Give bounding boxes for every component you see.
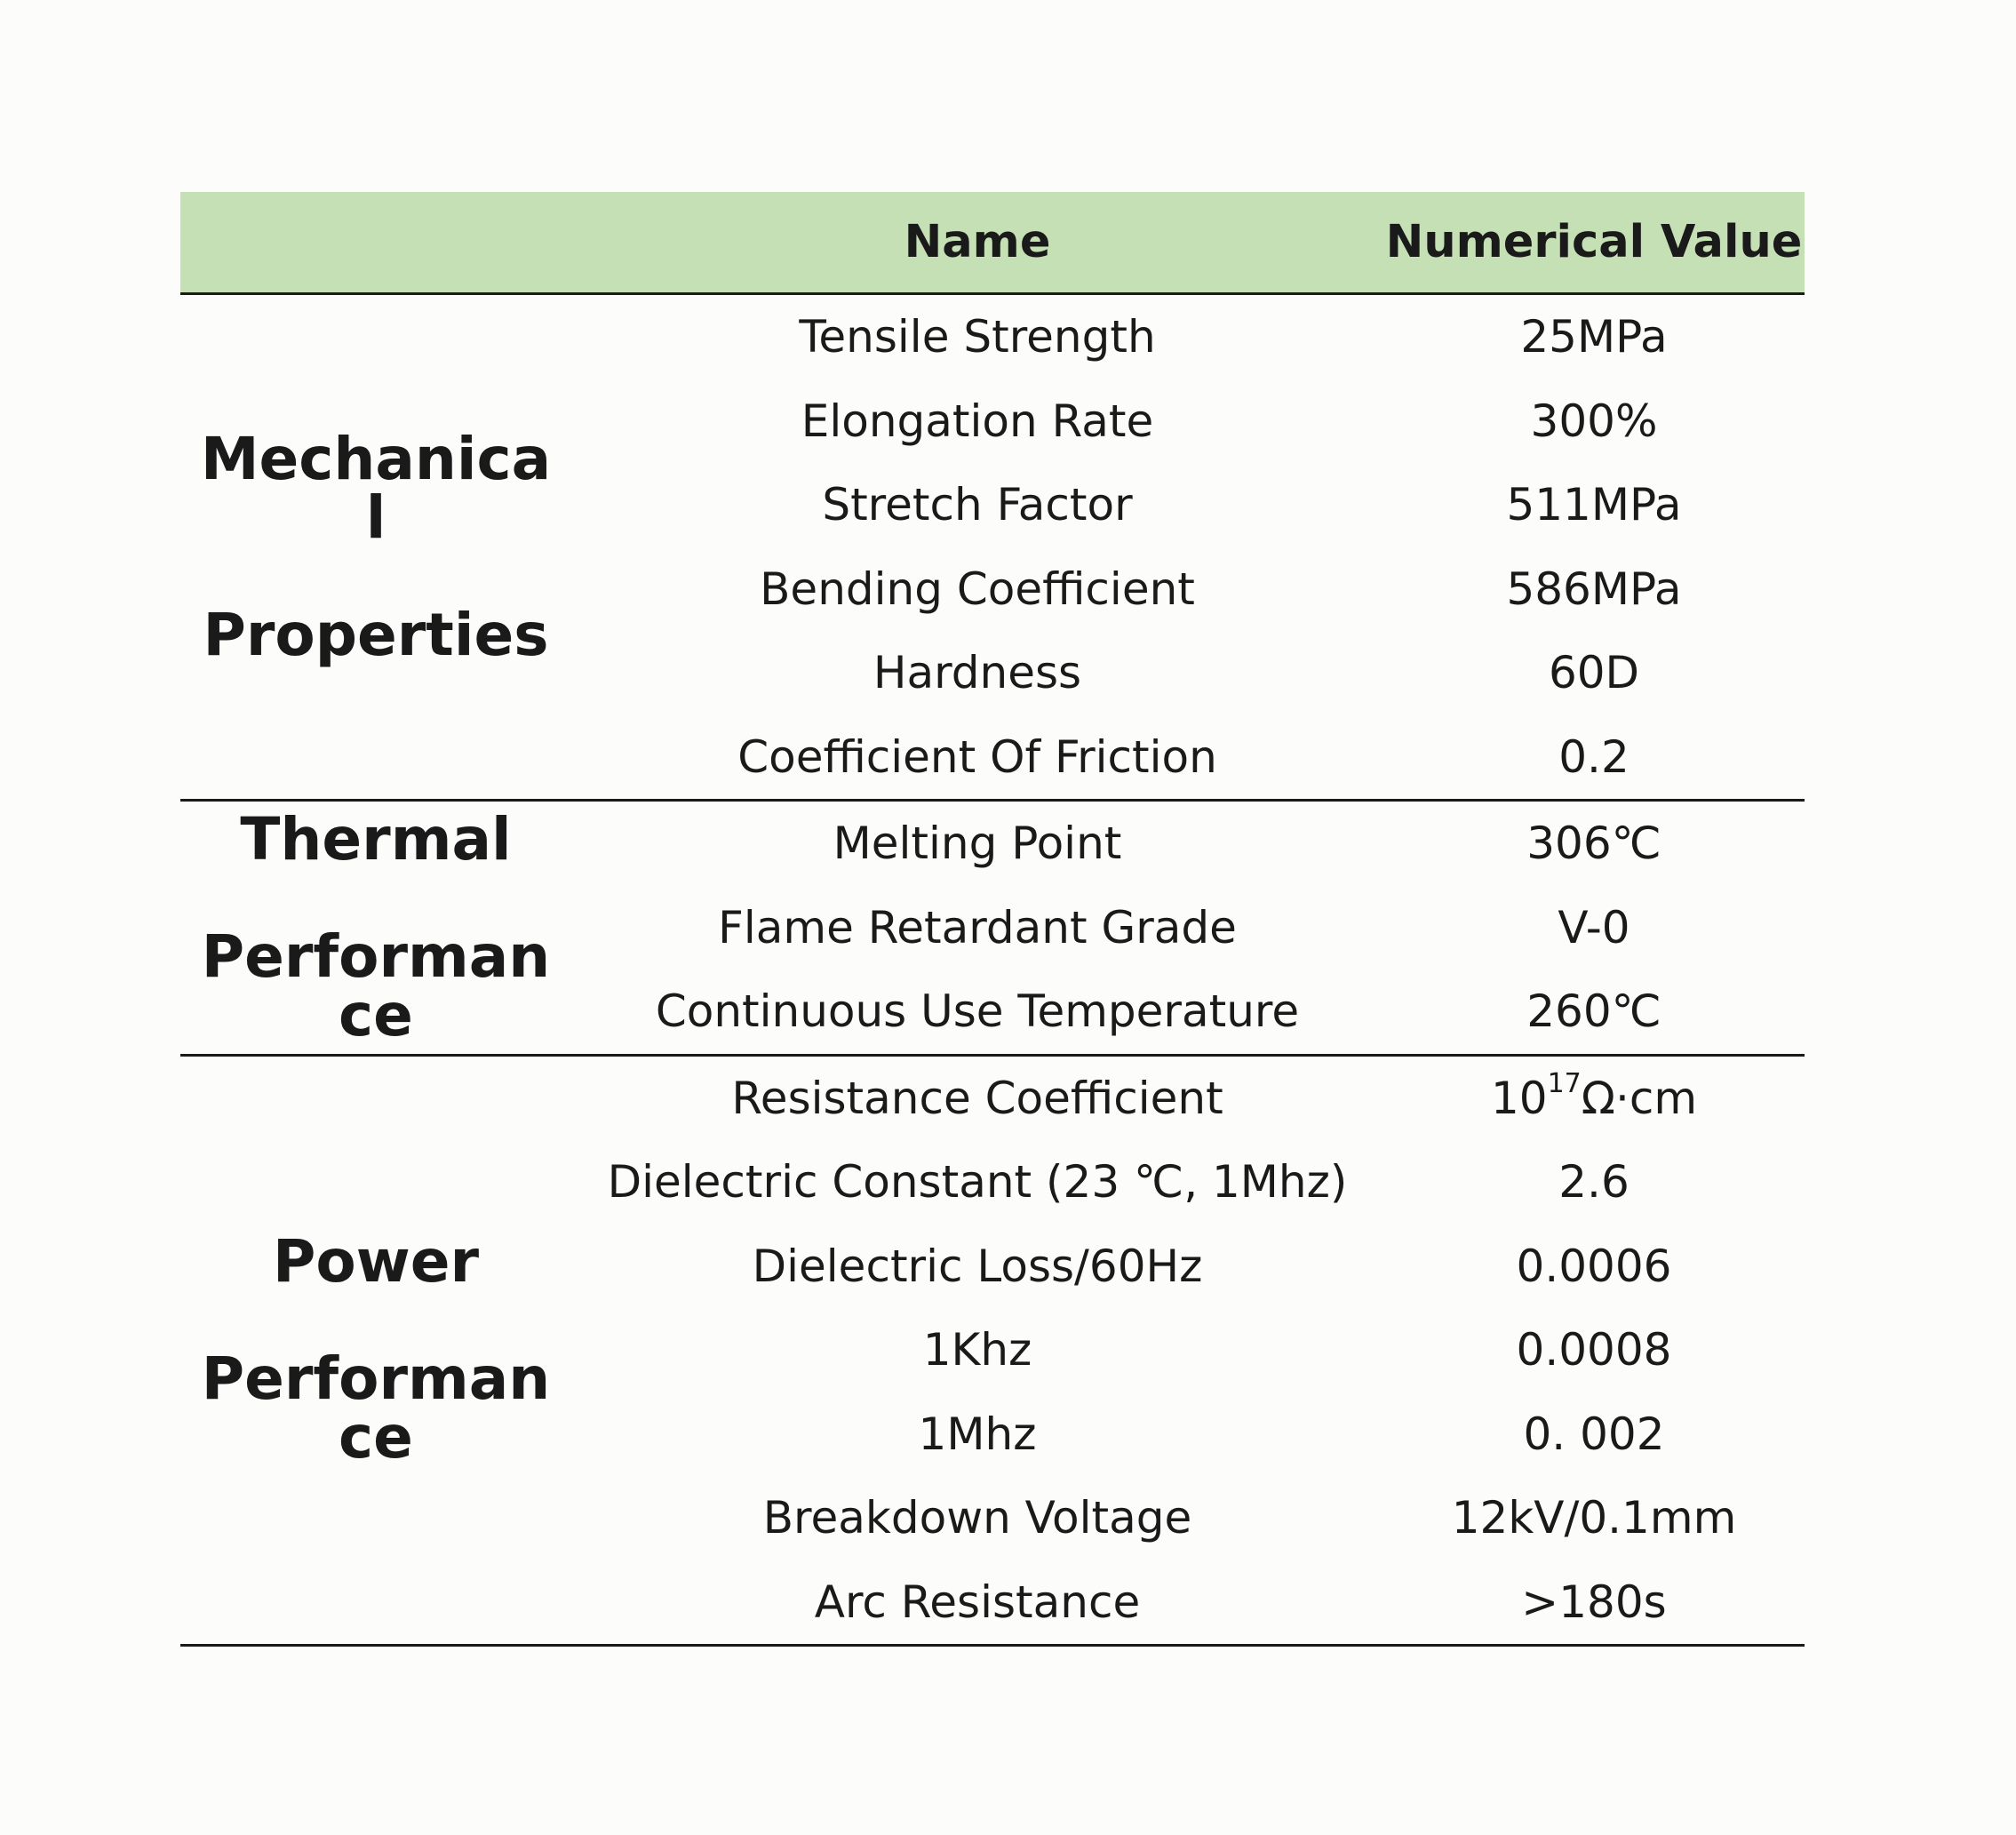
table-row <box>571 802 1805 886</box>
section-thermal-performance <box>180 802 1805 1057</box>
property-name: Dielectric Constant (23 ℃, 1Mhz) <box>607 1156 1348 1208</box>
table-row <box>571 1057 1805 1141</box>
property-value: 306℃ <box>1526 818 1661 869</box>
group-label-mechanical <box>180 295 571 799</box>
property-value: 0. 002 <box>1523 1408 1665 1460</box>
property-value <box>1383 1057 1805 1141</box>
property-value: 0.0006 <box>1516 1240 1672 1292</box>
property-name: Dielectric Loss/60Hz <box>752 1240 1203 1292</box>
table-row <box>571 886 1805 970</box>
table-row <box>571 379 1805 464</box>
section-mechanical-properties <box>180 295 1805 802</box>
header-name: Name <box>904 216 1051 268</box>
table-header <box>180 192 1805 295</box>
group-title-line2: Properties <box>203 600 549 669</box>
property-value: 0.0008 <box>1516 1324 1672 1376</box>
property-value: 60D <box>1548 647 1640 698</box>
table-row <box>571 463 1805 547</box>
property-name: Arc Resistance <box>814 1576 1141 1628</box>
value-exponent: 17 <box>1547 1067 1582 1099</box>
property-name: 1Mhz <box>918 1408 1037 1460</box>
table-row <box>571 1308 1805 1392</box>
table-row <box>571 1476 1805 1560</box>
property-value: 511MPa <box>1506 479 1682 531</box>
property-name: 1Khz <box>922 1324 1032 1376</box>
property-name: Continuous Use Temperature <box>655 985 1300 1037</box>
property-value: 586MPa <box>1506 562 1682 615</box>
property-name: Coefficient Of Friction <box>737 730 1217 783</box>
table-row <box>571 1225 1805 1309</box>
table-row <box>571 1140 1805 1225</box>
group-title-line1: Mechanical <box>200 424 552 552</box>
property-value: 260℃ <box>1526 985 1661 1037</box>
property-name: Resistance Coefficient <box>731 1072 1223 1124</box>
group-label-power <box>180 1057 571 1645</box>
property-value: >180s <box>1521 1576 1667 1628</box>
property-name: Melting Point <box>833 818 1122 869</box>
table-row <box>571 295 1805 379</box>
table-row <box>571 715 1805 800</box>
group-title-line2: Performance <box>201 921 551 1049</box>
group-title-line1: Thermal <box>240 804 512 874</box>
table-row <box>571 1392 1805 1477</box>
property-value: 25MPa <box>1520 311 1668 363</box>
table-row <box>571 1560 1805 1645</box>
table-row <box>571 631 1805 715</box>
value-base: 10 <box>1490 1072 1548 1124</box>
property-name: Flame Retardant Grade <box>718 901 1237 953</box>
property-name: Stretch Factor <box>822 479 1133 531</box>
property-name: Breakdown Voltage <box>762 1492 1192 1544</box>
group-title-line2: Performance <box>201 1344 551 1472</box>
value-unit: Ω·cm <box>1581 1072 1698 1124</box>
property-value: 0.2 <box>1558 730 1630 783</box>
header-numerical-value: Numerical Value <box>1385 216 1803 268</box>
property-name: Elongation Rate <box>801 395 1154 447</box>
property-value: 12kV/0.1mm <box>1451 1492 1737 1544</box>
table-row <box>571 969 1805 1054</box>
table-row <box>571 547 1805 632</box>
property-name: Hardness <box>873 647 1082 698</box>
property-value: 2.6 <box>1558 1156 1630 1208</box>
section-power-performance <box>180 1057 1805 1648</box>
property-value: V-0 <box>1558 901 1630 953</box>
property-name: Bending Coefficient <box>760 562 1195 615</box>
properties-table <box>180 192 1805 1647</box>
property-value: 300% <box>1530 395 1658 447</box>
property-name: Tensile Strength <box>799 311 1156 363</box>
group-title-line1: Power <box>273 1227 479 1296</box>
group-label-thermal <box>180 802 571 1054</box>
